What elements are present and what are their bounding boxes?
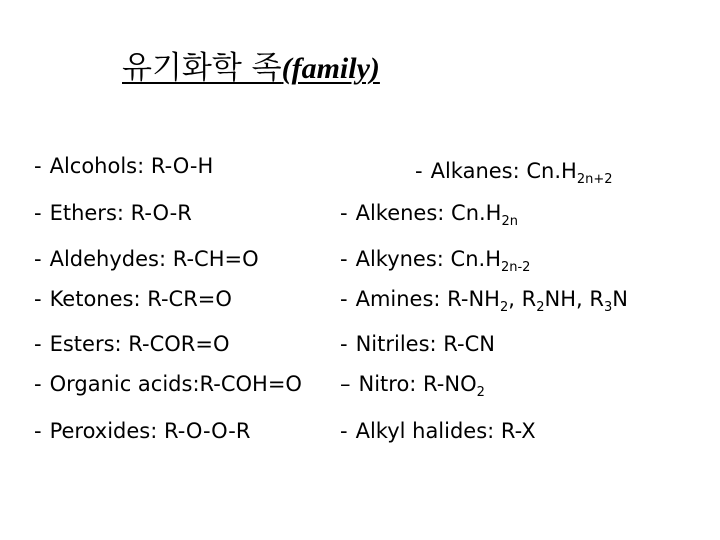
item-text: Esters: R-COR=O — [49, 332, 230, 356]
bullet-dash: - — [34, 154, 42, 178]
item-text: Alkyl halides: R-X — [355, 419, 536, 443]
left-item-aldehydes — [34, 245, 259, 273]
bullet-dash: - — [340, 419, 348, 443]
bullet-dash: - — [340, 201, 348, 225]
bullet-dash: - — [340, 287, 348, 311]
item-text: Nitro: R-NO — [358, 372, 477, 396]
item-text: Alkenes: Cn.H — [355, 201, 502, 225]
left-item-organic-acids — [34, 370, 302, 398]
bullet-dash: - — [34, 287, 42, 311]
right-item-alkenes — [340, 199, 518, 227]
right-item-nitro — [340, 370, 485, 398]
item-text: Ethers: R-O-R — [49, 201, 192, 225]
formula-subscript: 2 — [476, 385, 485, 400]
right-item-nitriles — [340, 330, 495, 358]
item-text: Aldehydes: R-CH=O — [49, 247, 259, 271]
item-text: Peroxides: R-O-O-R — [49, 419, 251, 443]
right-item-alkyl-halides — [340, 417, 536, 445]
left-item-ketones — [34, 285, 232, 313]
left-item-alcohols — [34, 152, 213, 180]
right-item-alkynes — [340, 245, 530, 273]
formula-subscript: 2n-2 — [500, 260, 531, 275]
formula-subscript: 2 — [499, 300, 509, 315]
item-text: NH, R — [544, 287, 604, 311]
item-text: , R — [508, 287, 537, 311]
right-item-amines — [340, 285, 628, 313]
item-text: Amines: R-NH — [355, 287, 500, 311]
title-korean: 유기화학 족 — [122, 50, 282, 86]
formula-subscript: 2 — [536, 300, 545, 315]
formula-subscript: 2n — [501, 214, 518, 229]
bullet-dash: - — [34, 247, 42, 271]
bullet-dash: - — [34, 372, 42, 396]
bullet-dash: - — [415, 159, 423, 183]
bullet-dash: - — [34, 201, 42, 225]
title-english: (family) — [281, 52, 380, 85]
left-item-esters — [34, 330, 230, 358]
bullet-dash: – — [340, 372, 351, 396]
item-text: Nitriles: R-CN — [355, 332, 495, 356]
left-item-ethers — [34, 199, 192, 227]
bullet-dash: - — [340, 332, 348, 356]
item-text: Organic acids:R-COH=O — [49, 372, 302, 396]
bullet-dash: - — [340, 247, 348, 271]
formula-subscript: 3 — [603, 300, 613, 315]
formula-subscript: 2n+2 — [576, 172, 613, 187]
item-text: Ketones: R-CR=O — [49, 287, 232, 311]
page-title — [122, 48, 380, 89]
item-text: Alcohols: R-O-H — [49, 154, 214, 178]
item-text: N — [612, 287, 628, 311]
left-item-peroxides — [34, 417, 250, 445]
bullet-dash: - — [34, 419, 42, 443]
item-text: Alkanes: Cn.H — [430, 159, 577, 183]
item-text: Alkynes: Cn.H — [355, 247, 501, 271]
right-item-alkanes — [415, 157, 613, 185]
bullet-dash: - — [34, 332, 42, 356]
